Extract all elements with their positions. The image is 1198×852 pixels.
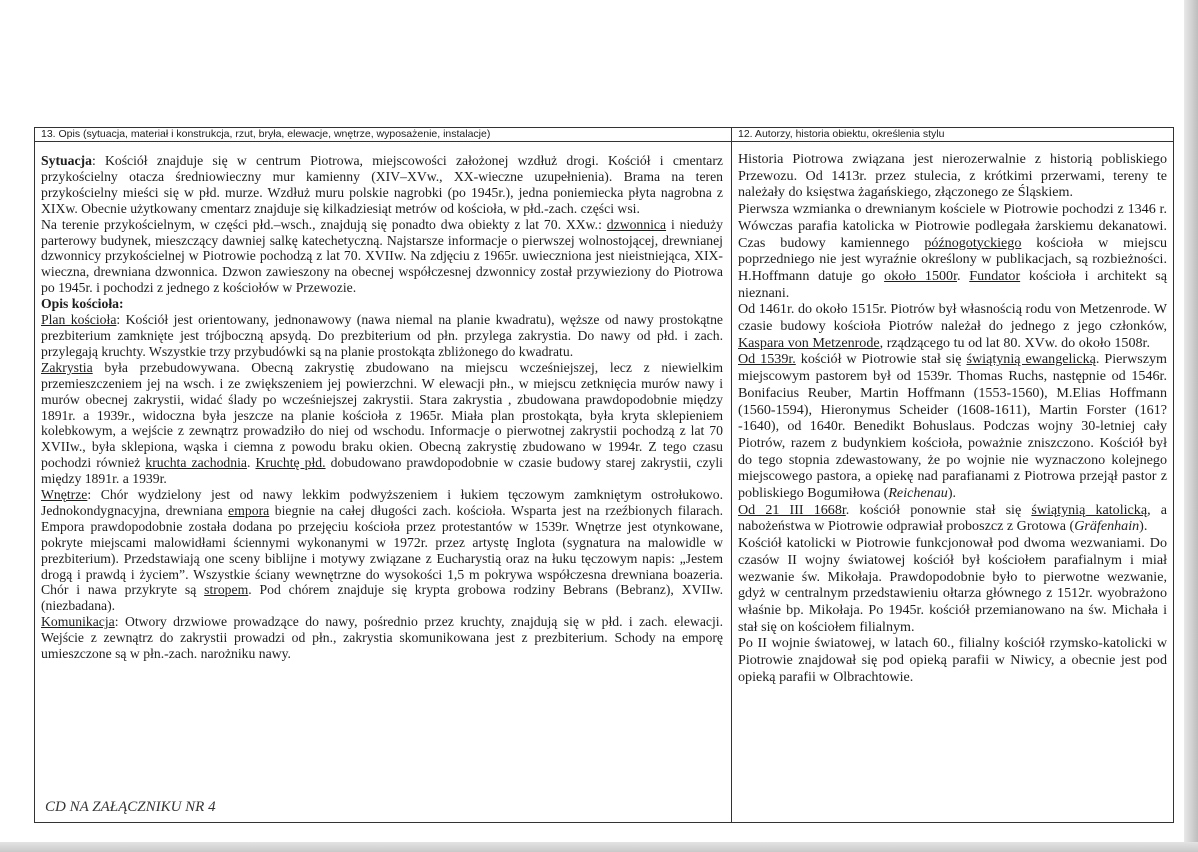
label-komunikacja: Komunikacja: [41, 614, 115, 630]
text-p5c: ).: [1139, 518, 1148, 535]
paragraph-history-4: [738, 351, 1167, 501]
term-okolo-1500: około 1500r: [884, 267, 958, 284]
paragraph-history-6: Kościół katolicki w Piotrowie funkcjonował pod dwoma wezwaniami. Do czasów II wojny światowej kościół był kościołem parafialnym i miał wezwanie św. Mikołaja. Prawdopodobnie było to pierwotne wezwanie, gdyż w centralnym przedstawieniu ołtarza głównego z 1512r. wyobrażono właśnie bp. Mikołaja. Po 1945r. kościół przemianowano na św. Michała i stał się on kościołem filialnym.: [738, 535, 1167, 635]
scan-edge-bottom: [0, 842, 1198, 852]
term-reichenau: Reichenau: [888, 485, 948, 502]
term-kruchta-zachodnia: kruchta zachodnia: [145, 455, 247, 471]
text-sytuacja: : Kościół znajduje się w centrum Piotrowa, miejscowości założonej wzdłuż drogi. Kościół i cmentarz przykościelny otacza średniowieczny mur kamienny (XIV–XVw., XX-wieczne uzupełnienia). Brama na teren przykościelny mieści się w płd. murze. Wzdłuż muru polskie nagrobki (po 1945r.), jedna poniemiecka płyta nagrobna z XIXw. Obecnie użytkowany cmentarz znajduje się kilkadziesiąt metrów od kościoła, w płd.-zach. części wsi.: [41, 153, 723, 216]
text-teren-a: Na terenie przykościelnym, w części płd.–wsch., znajdują się ponadto dwa obiekty z lat 70. XXw.:: [41, 216, 607, 232]
text-komunikacja: : Otwory drzwiowe prowadzące do nawy, pośrednio przez kruchty, znajdują się w płd. i zach. elewacji. Wejście z zewnątrz do zakrystii prowadzi od płn., zakrystia skomunikowana jest z prezbiterium. Schody na emporę umieszczone są w płn.-zach. narożniku nawy.: [41, 614, 723, 662]
term-kruchte-pld: Kruchtę płd.: [255, 455, 326, 471]
term-dzwonnica: dzwonnica: [606, 216, 667, 232]
label-wnetrze: Wnętrze: [41, 487, 88, 503]
section-13-description: [35, 128, 732, 822]
term-katolicka: świątynią katolicką: [1031, 501, 1148, 518]
paragraph-komunikacja: [41, 614, 723, 662]
paragraph-teren: [41, 217, 723, 297]
paragraph-history-7: Po II wojnie światowej, w latach 60., filialny kościół rzymsko-katolicki w Piotrowie znajdował się pod opieką parafii w Niwicy, a obecnie jest pod opieką parafii w Olbrachtowie.: [738, 635, 1167, 685]
text-p2a: Pierwsza wzmianka o drewnianym kościele w Piotrowie pochodzi z 1346 r. Wówczas parafia katolicka w Piotrowie podlegała żarskiemu dekanatowi. Czas budowy kamiennego: [738, 201, 1167, 251]
paragraph-plan: [41, 312, 723, 360]
term-kaspara: Kaspara von Metzenrode: [738, 334, 880, 351]
text-p2d: kościoła i architekt są nieznani.: [738, 267, 1167, 301]
section-12-body: [738, 151, 1167, 686]
label-sytuacja: Sytuacja: [41, 153, 92, 168]
label-opis-colon: :: [118, 296, 124, 312]
text-p3a: Od 1461r. do około 1515r. Piotrów był własnością rodu von Metzenrode. W czasie budowy kościoła Piotrów należał do jednego z jego członków,: [738, 301, 1167, 335]
text-wnetrze-a: : Chór wydzielony jest od nawy lekkim podwyższeniem i łukiem tęczowym zamkniętym ostrołukowo. Jednokondygnacyjna, drewniana: [41, 487, 723, 518]
section-12-header: 12. Autorzy, historia obiektu, określenia stylu: [732, 128, 1173, 142]
term-ewangelicka: świątynią ewangelicką: [966, 351, 1096, 368]
text-p4a: kościół w Piotrowie stał się: [795, 351, 967, 368]
text-p2b: kościoła w miejscu poprzedniego nie jest wyraźnie określony w publikacjach, są rozbieżności. H.Hoffmann datuje go: [738, 234, 1167, 284]
paragraph-history-1: Historia Piotrowa związana jest nierozerwalnie z historią pobliskiego Przewozu. Od 1413r. przez stulecia, z krótkimi przerwami, tereny te należały do księstwa żagańskiego, złączonego ze Śląskiem.: [738, 151, 1167, 201]
term-grafenhain: Gräfenhain: [1074, 518, 1140, 535]
section-13-header: 13. Opis (sytuacja, materiał i konstrukcja, rzut, bryła, elewacje, wnętrze, wyposażenie, instalacje): [35, 128, 731, 142]
paragraph-history-3: [738, 301, 1167, 351]
text-plan: : Kościół jest orientowany, jednonawowy (nawa niemal na planie kwadratu), węższe od nawy prostokątne prezbiterium zamknięte jest trójboczną apsydą. Do prezbiterium od płn. przylega zakrystia. Do nawy od płd. i zach. przylegają kruchty. Wszystkie trzy przybudówki są na planie prostokąta zbliżonego do kwadratu.: [41, 312, 723, 359]
paragraph-wnetrze: [41, 487, 723, 614]
paragraph-sytuacja: [41, 153, 723, 217]
text-teren-b: i nieduży parterowy budynek, mieszczący dawniej salkę katechetyczną. Najstarsze informacje o pierwszej wolnostojącej, drewnianej dzwonnicy przykościelnej w Piotrowie pochodzą z lat 70. XVIIw. Na zdjęciu z 1965r. uwieczniona jest nieistniejąca, XIX-wieczna, drewniana dzwonnica. Dzwon zawieszony na obecnej współczesnej dzwonnicy został przywieziony do Piotrowa po 1945r. i pochodzi z jednego z kościołów w Przewozie.: [41, 216, 723, 296]
label-zakrystia: Zakrystia: [41, 359, 93, 375]
text-zakrystia: była przebudowywana. Obecną zakrystię zbudowano na miejscu wcześniejszej, lecz z niewielkim przemieszczeniem jej na wsch. i ze zwiększeniem jej powierzchni. W elewacji płn., w miejscu zetknięcia murów nawy i murów obecnej zakrystii, widać ślady po wcześniejszej zakrystii. Stara zakrystia , zbudowana prawdopodobnie między 1891r. a 1939r., widoczna była jeszcze na planie kościoła z 1965r. Miała plan prostokąta, była kryta sklepieniem kolebkowym, a wejście z zewnątrz prowadziło do niej od wschodu. Informacje o pierwotnej zakrystii pochodzą z lat 70 XVIIw., była sklepiona, wąska i ciemna z powodu braku okien. Obecną zakrystię zbudowano w 1994r. Z tego czasu pochodzi również: [41, 359, 723, 471]
text-p5a: . kościół ponownie stał się: [845, 501, 1032, 518]
label-opis-kosciola: Opis kościoła: [41, 296, 119, 312]
term-od-1668: Od 21 III 1668r: [738, 501, 846, 518]
text-p2c: .: [957, 267, 970, 284]
text-p4c: ).: [947, 485, 957, 502]
paragraph-zakrystia: Zakrystia była przebudowywana. Obecną zakrystię zbudowano na miejscu wcześniejszej, lecz z niewielkim przemieszczeniem jej na wsch. i ze zwiększeniem jej powierzchni. W elewacji płn., w miejscu zetknięcia murów nawy i murów obecnej zakrystii, widać ślady po wcześniejszej zakrystii. Stara zakrystia , zbudowana prawdopodobnie między 1891r. a 1939r., widoczna była jeszcze na planie kościoła z 1965r. Miała plan prostokąta, była kryta sklepieniem kolebkowym, a wejście z zewnątrz prowadziło do niej od wschodu. Informacje o pierwotnej zakrystii pochodzą z lat 70 XVIIw., była sklepiona, wąska i ciemna z powodu braku okien. Obecną zakrystię zbudowano w 1994r. Z tego czasu pochodzi również kruchta zachodnia. Kruchtę płd. dobudowano prawdopodobnie w czasie budowy starej zakrystii, czyli między 1891r. a 1939r.: [41, 359, 723, 487]
label-plan: Plan kościoła: [41, 312, 117, 328]
paragraph-history-5: [738, 502, 1167, 535]
term-fundator: Fundator: [969, 267, 1021, 284]
text-wnetrze-c: . Pod chórem znajduje się krypta grobowa rodziny Bebrans (Bebranz), XVIIw. (niezbadana).: [41, 582, 724, 614]
text-zakrystia-end: dobudowano prawdopodobnie w czasie budowy starej zakrystii, czyli między 1891r. a 1939r.: [41, 455, 723, 487]
text-p4b: . Pierwszym miejscowym pastorem był od 1539r. Thomas Ruchs, następnie od 1546r. Bonifacius Reuber, Martin Hoffmann (1553-1560), M.Elias Hoffmann (1560-1594), Hieronymus Scheider (1608-1611), Martin Forster (161?-1640), od 1640r. Benedikt Bohuslaus. Podczas wojny 30-letniej cały Piotrów, razem z budynkiem kościoła, poważnie zniszczono. Kościół był do tego stopnia zdewastowany, że po wojnie nie wyznaczono kolejnego miejscowego pastora, a opiekę nad parafianami z Piotrowa przejął pastor z pobliskiego Bogumiłowa (: [738, 351, 1168, 502]
text-p5b: , a nabożeństwa w Piotrowie odprawiał proboszcz z Grotowa (: [738, 501, 1167, 535]
paragraph-history-2: [738, 201, 1167, 301]
section-13-body: [41, 153, 723, 662]
text-wnetrze-b: biegnie na całej długości zach. kościoła. Wsparta jest na rzeźbionych filarach. Empora prawdopodobnie została dodana po przejęciu kościoła przez protestantów w 1539r. Wnętrze jest otynkowane, pokryte miejscami malowidłami ściennymi wykonanymi w 1972r. przez artystę Inglota (sygnatura na malowidle w prezbiterium). Przedstawiają one sceny biblijne i motywy związane z Eucharystią oraz na łuku tęczowym napis: „Jestem drogą i prawdą i życiem”. Wszystkie ściany wewnętrzne do wysokości 1,5 m pokrywa współczesna drewniana boazeria. Chór i nawa przykryte są: [41, 502, 723, 598]
description-form: [34, 127, 1174, 823]
scan-edge-right: [1184, 0, 1198, 852]
term-poznogotyckiego: późnogotyckiego: [924, 234, 1022, 251]
cd-attachment-note: CD NA ZAŁĄCZNIKU NR 4: [45, 799, 216, 815]
section-12-history: [732, 128, 1173, 822]
term-empora: empora: [228, 502, 270, 518]
text-p3b: , rządzącego tu od lat 80. XVw. do około 1508r.: [879, 334, 1150, 351]
term-od-1539: Od 1539r.: [738, 351, 796, 368]
heading-opis-kosciola: [41, 296, 723, 312]
term-stropem: stropem: [204, 582, 249, 598]
